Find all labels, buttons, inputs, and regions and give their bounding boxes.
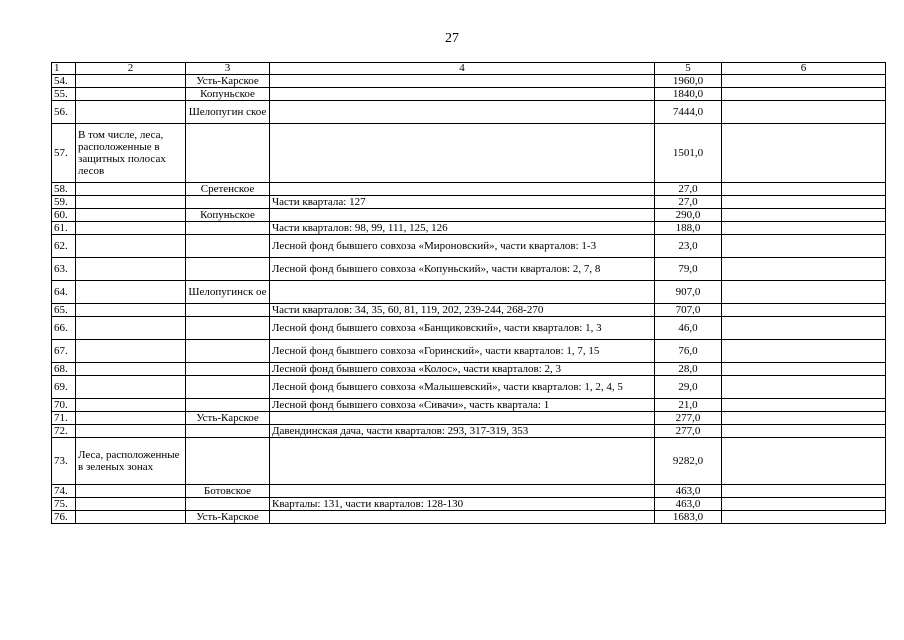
table-row bbox=[52, 425, 886, 438]
district-cell: Шелопугинск ое bbox=[186, 281, 270, 304]
table-row bbox=[52, 317, 886, 340]
district-cell bbox=[186, 235, 270, 258]
row-number: 63. bbox=[52, 258, 76, 281]
district-cell: Копуньское bbox=[186, 88, 270, 101]
notes-cell bbox=[722, 412, 886, 425]
notes-cell bbox=[722, 183, 886, 196]
area-cell: 46,0 bbox=[655, 317, 722, 340]
notes-cell bbox=[722, 425, 886, 438]
area-cell: 907,0 bbox=[655, 281, 722, 304]
row-number: 73. bbox=[52, 438, 76, 485]
row-number: 59. bbox=[52, 196, 76, 209]
table-row bbox=[52, 304, 886, 317]
category-cell bbox=[76, 209, 186, 222]
table-row bbox=[52, 399, 886, 412]
table-header-row bbox=[52, 63, 886, 75]
location-cell bbox=[270, 485, 655, 498]
location-cell bbox=[270, 88, 655, 101]
table-row bbox=[52, 222, 886, 235]
row-number: 62. bbox=[52, 235, 76, 258]
row-number: 56. bbox=[52, 101, 76, 124]
area-cell: 21,0 bbox=[655, 399, 722, 412]
page-number: 27 bbox=[445, 31, 459, 46]
area-cell: 277,0 bbox=[655, 425, 722, 438]
notes-cell bbox=[722, 498, 886, 511]
area-cell: 28,0 bbox=[655, 363, 722, 376]
row-number: 71. bbox=[52, 412, 76, 425]
row-number: 69. bbox=[52, 376, 76, 399]
area-cell: 7444,0 bbox=[655, 101, 722, 124]
notes-cell bbox=[722, 88, 886, 101]
category-cell bbox=[76, 222, 186, 235]
row-number: 66. bbox=[52, 317, 76, 340]
notes-cell bbox=[722, 235, 886, 258]
location-cell bbox=[270, 438, 655, 485]
header-cell: 2 bbox=[76, 63, 186, 75]
notes-cell bbox=[722, 196, 886, 209]
location-cell: Лесной фонд бывшего совхоза «Мироновский», части кварталов: 1-3 bbox=[270, 235, 655, 258]
notes-cell bbox=[722, 222, 886, 235]
location-cell: Лесной фонд бывшего совхоза «Малышевский», части кварталов: 1, 2, 4, 5 bbox=[270, 376, 655, 399]
district-cell: Шелопугин ское bbox=[186, 101, 270, 124]
row-number: 58. bbox=[52, 183, 76, 196]
location-cell: Давендинская дача, части кварталов: 293, 317-319, 353 bbox=[270, 425, 655, 438]
location-cell bbox=[270, 412, 655, 425]
row-number: 72. bbox=[52, 425, 76, 438]
location-cell bbox=[270, 281, 655, 304]
row-number: 60. bbox=[52, 209, 76, 222]
row-number: 75. bbox=[52, 498, 76, 511]
notes-cell bbox=[722, 75, 886, 88]
location-cell: Кварталы: 131, части кварталов: 128-130 bbox=[270, 498, 655, 511]
table-row bbox=[52, 485, 886, 498]
category-cell bbox=[76, 88, 186, 101]
location-cell: Лесной фонд бывшего совхоза «Банщиковский», части кварталов: 1, 3 bbox=[270, 317, 655, 340]
location-cell: Части кварталов: 98, 99, 111, 125, 126 bbox=[270, 222, 655, 235]
category-cell: В том числе, леса, расположенные в защитных полосах лесов bbox=[76, 124, 186, 183]
location-cell bbox=[270, 101, 655, 124]
district-cell bbox=[186, 304, 270, 317]
table-row bbox=[52, 363, 886, 376]
location-cell bbox=[270, 124, 655, 183]
area-cell: 188,0 bbox=[655, 222, 722, 235]
table-row bbox=[52, 88, 886, 101]
category-cell bbox=[76, 75, 186, 88]
notes-cell bbox=[722, 511, 886, 524]
area-cell: 1683,0 bbox=[655, 511, 722, 524]
area-cell: 27,0 bbox=[655, 183, 722, 196]
location-cell bbox=[270, 511, 655, 524]
category-cell bbox=[76, 258, 186, 281]
district-cell: Усть-Карское bbox=[186, 511, 270, 524]
district-cell bbox=[186, 124, 270, 183]
row-number: 76. bbox=[52, 511, 76, 524]
category-cell bbox=[76, 425, 186, 438]
table-row bbox=[52, 124, 886, 183]
district-cell: Копуньское bbox=[186, 209, 270, 222]
district-cell: Усть-Карское bbox=[186, 75, 270, 88]
table-row bbox=[52, 101, 886, 124]
table-row bbox=[52, 183, 886, 196]
category-cell bbox=[76, 498, 186, 511]
table-row bbox=[52, 412, 886, 425]
area-cell: 463,0 bbox=[655, 498, 722, 511]
area-cell: 1501,0 bbox=[655, 124, 722, 183]
category-cell bbox=[76, 376, 186, 399]
district-cell bbox=[186, 222, 270, 235]
district-cell bbox=[186, 196, 270, 209]
area-cell: 79,0 bbox=[655, 258, 722, 281]
notes-cell bbox=[722, 376, 886, 399]
category-cell bbox=[76, 412, 186, 425]
row-number: 55. bbox=[52, 88, 76, 101]
district-cell bbox=[186, 425, 270, 438]
row-number: 61. bbox=[52, 222, 76, 235]
district-cell bbox=[186, 376, 270, 399]
area-cell: 463,0 bbox=[655, 485, 722, 498]
header-cell: 4 bbox=[270, 63, 655, 75]
district-cell bbox=[186, 498, 270, 511]
row-number: 74. bbox=[52, 485, 76, 498]
row-number: 57. bbox=[52, 124, 76, 183]
notes-cell bbox=[722, 258, 886, 281]
area-cell: 9282,0 bbox=[655, 438, 722, 485]
location-cell: Части квартала: 127 bbox=[270, 196, 655, 209]
category-cell bbox=[76, 340, 186, 363]
table-row bbox=[52, 376, 886, 399]
category-cell bbox=[76, 183, 186, 196]
row-number: 70. bbox=[52, 399, 76, 412]
row-number: 67. bbox=[52, 340, 76, 363]
area-cell: 707,0 bbox=[655, 304, 722, 317]
area-cell: 23,0 bbox=[655, 235, 722, 258]
table-row bbox=[52, 196, 886, 209]
location-cell bbox=[270, 209, 655, 222]
table-row bbox=[52, 498, 886, 511]
category-cell: Леса, расположенные в зеленых зонах bbox=[76, 438, 186, 485]
notes-cell bbox=[722, 340, 886, 363]
category-cell bbox=[76, 485, 186, 498]
location-cell: Лесной фонд бывшего совхоза «Горинский», части кварталов: 1, 7, 15 bbox=[270, 340, 655, 363]
notes-cell bbox=[722, 281, 886, 304]
notes-cell bbox=[722, 209, 886, 222]
header-cell: 6 bbox=[722, 63, 886, 75]
area-cell: 1960,0 bbox=[655, 75, 722, 88]
district-cell bbox=[186, 363, 270, 376]
notes-cell bbox=[722, 399, 886, 412]
table-row bbox=[52, 281, 886, 304]
table-row bbox=[52, 511, 886, 524]
category-cell bbox=[76, 304, 186, 317]
area-cell: 1840,0 bbox=[655, 88, 722, 101]
category-cell bbox=[76, 399, 186, 412]
location-cell: Части кварталов: 34, 35, 60, 81, 119, 202, 239-244, 268-270 bbox=[270, 304, 655, 317]
row-number: 64. bbox=[52, 281, 76, 304]
table-row bbox=[52, 235, 886, 258]
location-cell bbox=[270, 75, 655, 88]
category-cell bbox=[76, 363, 186, 376]
area-cell: 277,0 bbox=[655, 412, 722, 425]
location-cell: Лесной фонд бывшего совхоза «Сивачи», часть квартала: 1 bbox=[270, 399, 655, 412]
row-number: 54. bbox=[52, 75, 76, 88]
location-cell: Лесной фонд бывшего совхоза «Копуньский», части кварталов: 2, 7, 8 bbox=[270, 258, 655, 281]
district-cell bbox=[186, 258, 270, 281]
notes-cell bbox=[722, 363, 886, 376]
table-row bbox=[52, 209, 886, 222]
district-cell: Сретенское bbox=[186, 183, 270, 196]
notes-cell bbox=[722, 101, 886, 124]
notes-cell bbox=[722, 304, 886, 317]
table-row bbox=[52, 258, 886, 281]
area-cell: 76,0 bbox=[655, 340, 722, 363]
row-number: 65. bbox=[52, 304, 76, 317]
location-cell: Лесной фонд бывшего совхоза «Колос», части кварталов: 2, 3 bbox=[270, 363, 655, 376]
header-cell: 3 bbox=[186, 63, 270, 75]
header-cell: 1 bbox=[52, 63, 76, 75]
table-row bbox=[52, 438, 886, 485]
location-cell bbox=[270, 183, 655, 196]
category-cell bbox=[76, 317, 186, 340]
category-cell bbox=[76, 281, 186, 304]
district-cell bbox=[186, 340, 270, 363]
area-cell: 290,0 bbox=[655, 209, 722, 222]
district-cell: Усть-Карское bbox=[186, 412, 270, 425]
area-cell: 27,0 bbox=[655, 196, 722, 209]
category-cell bbox=[76, 196, 186, 209]
forest-table bbox=[51, 62, 886, 524]
district-cell bbox=[186, 317, 270, 340]
district-cell bbox=[186, 438, 270, 485]
notes-cell bbox=[722, 485, 886, 498]
category-cell bbox=[76, 235, 186, 258]
notes-cell bbox=[722, 124, 886, 183]
row-number: 68. bbox=[52, 363, 76, 376]
area-cell: 29,0 bbox=[655, 376, 722, 399]
header-cell: 5 bbox=[655, 63, 722, 75]
district-cell: Ботовское bbox=[186, 485, 270, 498]
notes-cell bbox=[722, 438, 886, 485]
table-row bbox=[52, 340, 886, 363]
category-cell bbox=[76, 511, 186, 524]
district-cell bbox=[186, 399, 270, 412]
notes-cell bbox=[722, 317, 886, 340]
table-row bbox=[52, 75, 886, 88]
category-cell bbox=[76, 101, 186, 124]
